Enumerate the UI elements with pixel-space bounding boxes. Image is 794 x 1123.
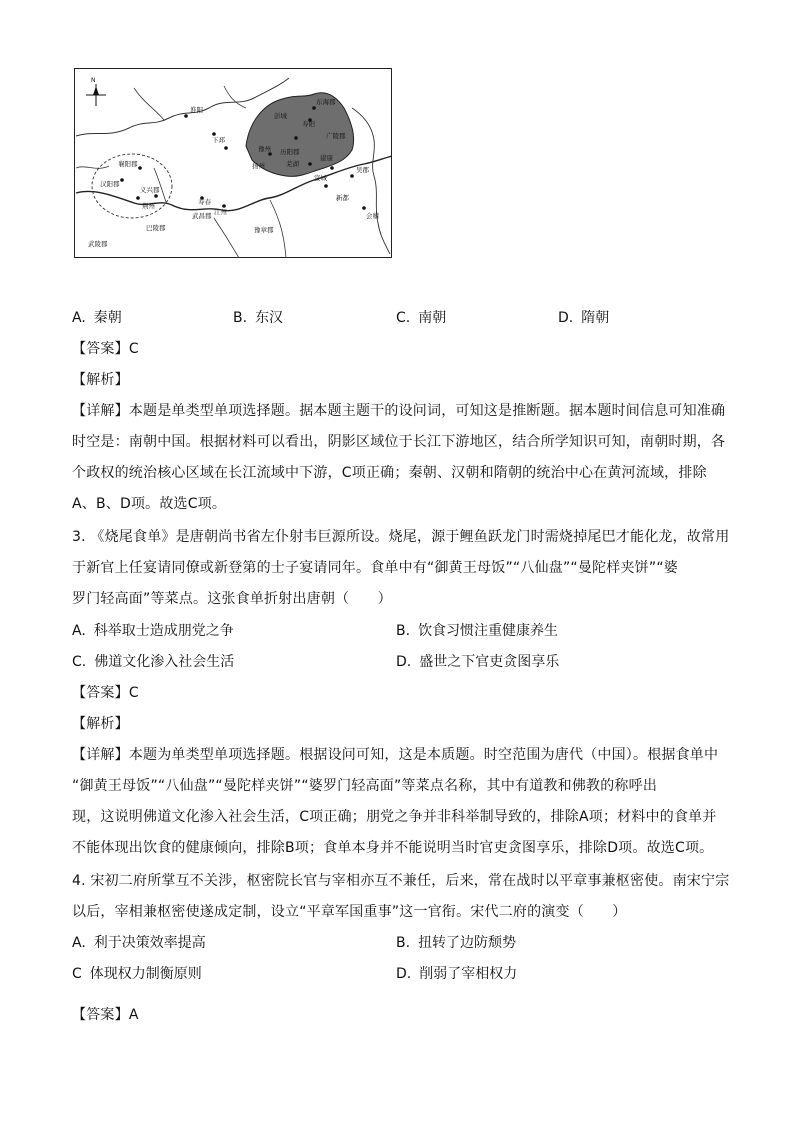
- q4-option-c: C 体现权力制衡原则: [72, 966, 202, 982]
- map-label-wujun: 吴郡: [356, 166, 369, 174]
- q4-stem-line-1: 4. 宋初二府所掌互不关涉，枢密院长官与宰相亦互不兼任，后来，常在战时以平章事兼枢密使。南宋宁宗: [72, 873, 730, 889]
- q2-detail-line-3: 个政权的统治核心区域在长江流域中下游，C项正确；秦朝、汉朝和隋朝的统治中心在黄河流域，排除: [72, 465, 707, 481]
- q3-detail-line-1: 【详解】本题为单类型单项选择题。根据设问可知，这是本质题。时空范围为唐代（中国）。根据食单中: [72, 747, 719, 763]
- q3-analysis-label: 【解析】: [72, 716, 129, 732]
- map-label-jiankang: 建康: [320, 154, 333, 162]
- historical-map: [74, 68, 392, 258]
- map-label-pengcheng: 彭城: [274, 112, 287, 120]
- map-label-shouyang: 寿阳: [302, 120, 315, 128]
- map-label-shouchun: 寿春: [198, 198, 211, 206]
- q2-analysis-label: 【解析】: [72, 372, 129, 388]
- map-label-xiapi: 下邳: [212, 136, 225, 144]
- map-label-kuaiji: 会稽: [366, 212, 379, 220]
- q4-answer: 【答案】A: [72, 1007, 139, 1023]
- map-label-xuancheng: 宣城: [314, 174, 327, 182]
- q2-detail-line-4: A、B、D项。故选C项。: [72, 496, 227, 512]
- q3-stem-line-2: 于新官上任宴请同僚或新登第的士子宴请同年。食单中有“御黄王母饭”“八仙盘”“曼陀样夹饼”“婆: [72, 560, 678, 576]
- map-label-jingzhou: 荆州: [142, 202, 155, 210]
- map-label-hanyang: 汉阳郡: [100, 180, 120, 188]
- q3-detail-line-2: “御黄王母饭”“八仙盘”“曼陀样夹饼”“婆罗门轻高面”等菜点名称，其中有道教和佛教的称呼出: [72, 778, 658, 794]
- q4-option-b: B. 扭转了边防颓势: [396, 935, 517, 951]
- map-label-yuzhang: 豫章郡: [254, 226, 274, 234]
- map-label-donghai: 东海郡: [316, 98, 336, 106]
- q4-option-d: D. 削弱了宰相权力: [396, 966, 518, 982]
- q4-option-a: A. 利于决策效率提高: [72, 935, 206, 951]
- q3-option-a: A. 科举取士造成朋党之争: [72, 623, 234, 639]
- map-label-xindu: 新都: [336, 194, 349, 202]
- map-label-xiangyang: 襄阳郡: [118, 160, 138, 168]
- q2-detail-line-1: 【详解】本题是单类型单项选择题。据本题主题干的设问词，可知这是推断题。据本题时间信息可知准确: [72, 403, 726, 419]
- map-label-huaiyang: 淮阳: [190, 106, 203, 114]
- map-label-wuhu: 芜湖: [286, 160, 299, 168]
- map-label-yangzhou: 扬州: [252, 162, 265, 170]
- q3-detail-line-4: 不能体现出饮食的健康倾向，排除B项；食单本身并不能说明当时官吏贪图享乐，排除D项。故选C项。: [72, 840, 714, 856]
- map-label-jiangzhou: 江州: [214, 208, 227, 216]
- q3-option-b: B. 饮食习惯注重健康养生: [396, 623, 559, 639]
- q2-detail-line-2: 时空是：南朝中国。根据材料可以看出，阴影区域位于长江下游地区，结合所学知识可知，南朝时期，各: [72, 434, 726, 450]
- map-label-liyang: 历阳郡: [280, 148, 300, 156]
- map-label-wuchang: 武昌郡: [192, 212, 212, 220]
- q3-option-c: C. 佛道文化渗入社会生活: [72, 654, 235, 670]
- q2-answer: 【答案】C: [72, 341, 139, 357]
- q2-option-b: B. 东汉: [233, 310, 284, 326]
- q3-stem-line-1: 3. 《烧尾食单》是唐朝尚书省左仆射韦巨源所设。烧尾，源于鲤鱼跃龙门时需烧掉尾巴才能化龙，故常用: [72, 529, 730, 545]
- q2-option-a: A. 秦朝: [72, 310, 122, 326]
- map-label-xiping: 义兴郡: [140, 186, 160, 194]
- q4-stem-line-2: 以后，宰相兼枢密使遂成定制，设立“平章军国重事”这一官衔。宋代二府的演变（ ）: [72, 904, 627, 920]
- map-label-guangling: 广陵郡: [326, 132, 346, 140]
- q3-option-d: D. 盛世之下官吏贪图享乐: [396, 654, 560, 670]
- map-label-yuzhou: 豫州: [258, 145, 271, 153]
- q3-answer: 【答案】C: [72, 685, 139, 701]
- q3-stem-line-3: 罗门轻高面”等菜点。这张食单折射出唐朝（ ）: [72, 591, 392, 607]
- q3-detail-line-3: 现，这说明佛道文化渗入社会生活，C项正确；朋党之争并非科举制导致的，排除A项；材料中的食单并: [72, 809, 717, 825]
- map-label-baling: 巴陵郡: [146, 224, 166, 232]
- map-label-wuling: 武陵郡: [88, 240, 108, 248]
- q2-option-d: D. 隋朝: [558, 310, 610, 326]
- compass-label: N: [91, 77, 96, 84]
- q2-option-c: C. 南朝: [396, 310, 447, 326]
